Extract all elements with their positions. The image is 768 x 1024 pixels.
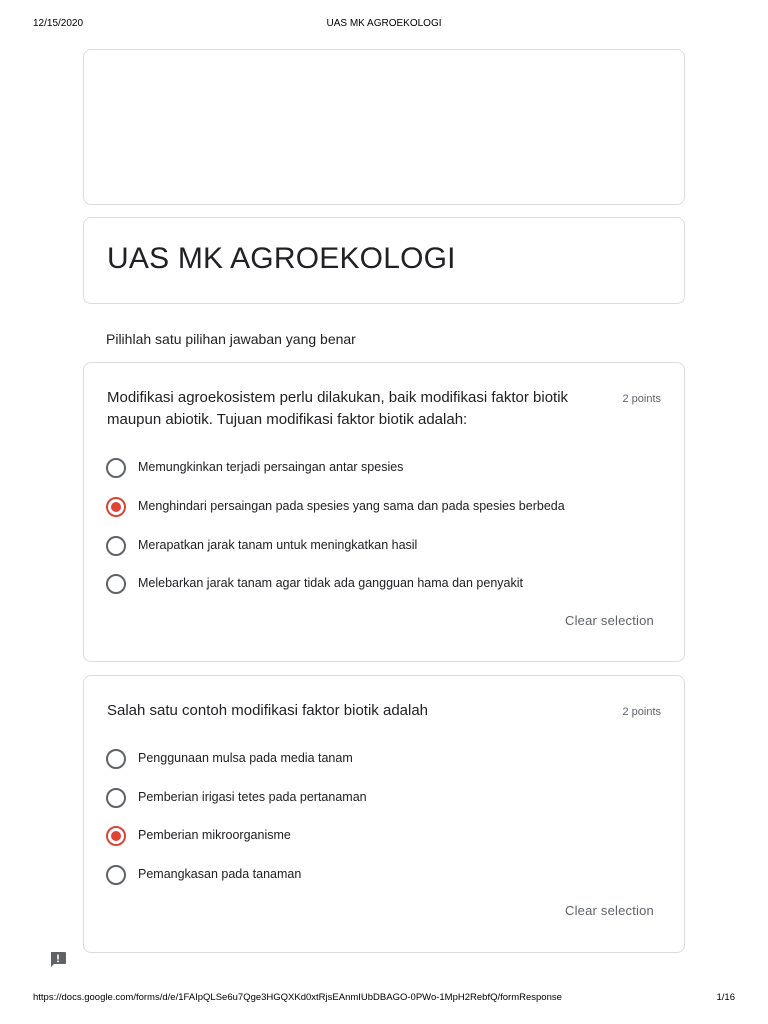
option-label: Pemberian irigasi tetes pada pertanaman <box>138 790 367 804</box>
clear-selection-button[interactable]: Clear selection <box>565 903 654 918</box>
print-url: https://docs.google.com/forms/d/e/1FAIpQLSe6u7Qge3HGQXKd0xtRjsEAnmIUbDBAGO-0PWo-1MpH2RebfQ/formResponse <box>33 992 562 1003</box>
question-card-2 <box>83 675 685 953</box>
form-header-image-card <box>83 49 685 205</box>
print-header <box>0 18 768 32</box>
form-title-card <box>83 217 685 304</box>
option-radio-4[interactable] <box>106 574 646 596</box>
option-radio-2[interactable] <box>106 788 646 810</box>
option-radio-2[interactable] <box>106 497 646 519</box>
radio-checked-icon[interactable] <box>106 826 126 846</box>
print-date: 12/15/2020 <box>33 18 84 29</box>
radio-unchecked-icon[interactable] <box>106 536 126 556</box>
option-label: Pemberian mikroorganisme <box>138 828 291 842</box>
option-radio-1[interactable] <box>106 749 646 771</box>
option-label: Merapatkan jarak tanam untuk meningkatkan hasil <box>138 538 418 552</box>
question-text: Modifikasi agroekosistem perlu dilakukan, baik modifikasi faktor biotik maupun abiotik. Tujuan modifikasi faktor biotik adalah: <box>107 389 569 428</box>
question-card-1 <box>83 362 685 662</box>
form-title: UAS MK AGROEKOLOGI <box>107 242 456 275</box>
option-radio-3[interactable] <box>106 826 646 848</box>
question-points: 2 points <box>622 706 661 718</box>
radio-unchecked-icon[interactable] <box>106 458 126 478</box>
option-radio-3[interactable] <box>106 536 646 558</box>
question-points: 2 points <box>622 393 661 405</box>
print-page-number: 1/16 <box>716 992 735 1003</box>
print-footer <box>0 992 768 1006</box>
option-label: Melebarkan jarak tanam agar tidak ada gangguan hama dan penyakit <box>138 576 523 590</box>
radio-unchecked-icon[interactable] <box>106 865 126 885</box>
option-radio-4[interactable] <box>106 865 646 887</box>
clear-selection-button[interactable]: Clear selection <box>565 613 654 628</box>
radio-checked-icon[interactable] <box>106 497 126 517</box>
question-text: Salah satu contoh modifikasi faktor biotik adalah <box>107 702 429 719</box>
option-radio-1[interactable] <box>106 458 646 480</box>
option-label: Menghindari persaingan pada spesies yang sama dan pada spesies berbeda <box>138 499 565 513</box>
radio-unchecked-icon[interactable] <box>106 749 126 769</box>
option-label: Memungkinkan terjadi persaingan antar spesies <box>138 460 404 474</box>
radio-unchecked-icon[interactable] <box>106 788 126 808</box>
radio-unchecked-icon[interactable] <box>106 574 126 594</box>
feedback-icon[interactable] <box>48 950 68 970</box>
section-instructions: Pilihlah satu pilihan jawaban yang benar <box>106 331 356 347</box>
feedback-icon-glyph <box>48 950 68 970</box>
option-label: Pemangkasan pada tanaman <box>138 867 302 881</box>
print-title: UAS MK AGROEKOLOGI <box>326 18 442 29</box>
option-label: Penggunaan mulsa pada media tanam <box>138 751 353 765</box>
